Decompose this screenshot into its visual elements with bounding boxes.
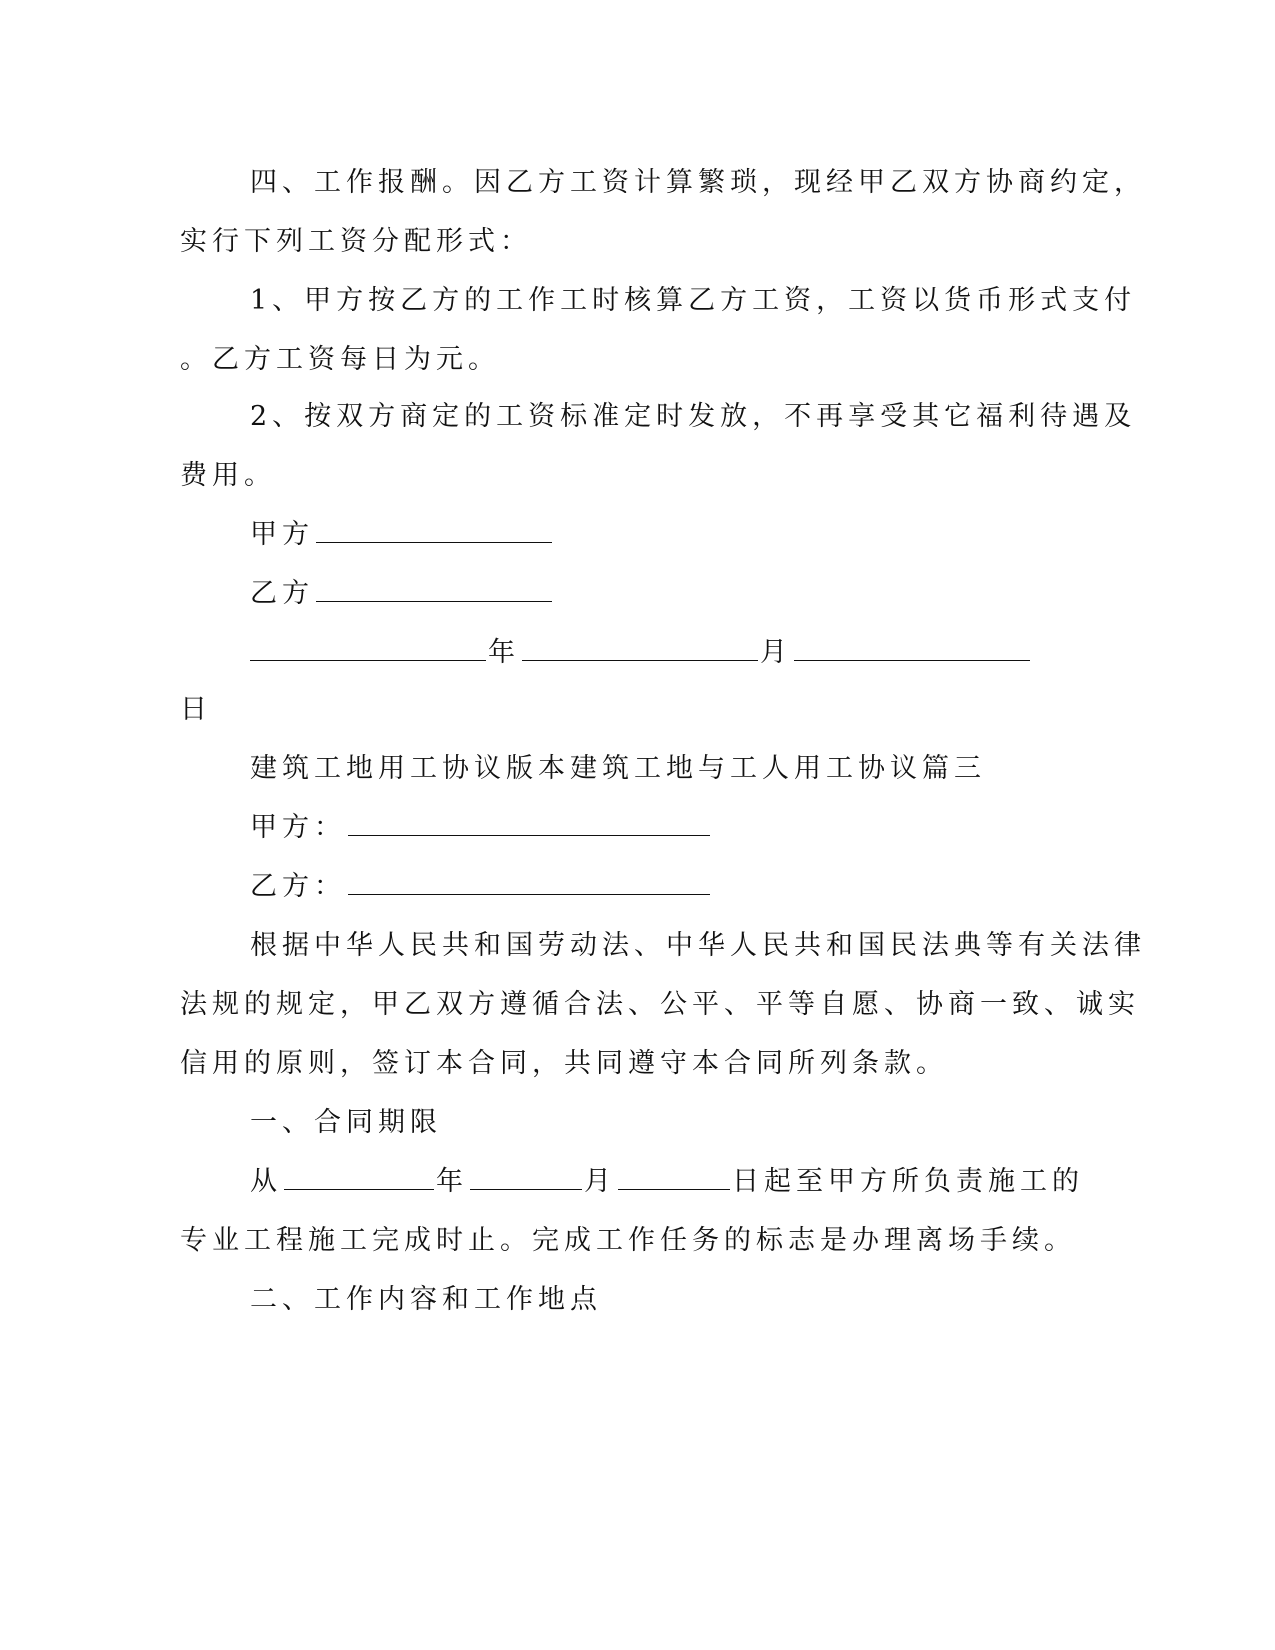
term-month-label: 月 [584, 1166, 616, 1197]
preamble-line2: 法规的规定，甲乙双方遵循合法、公平、平等自愿、协商一致、诚实 [180, 989, 1140, 1020]
date-month-label: 月 [760, 637, 792, 668]
date-month-blank [522, 638, 758, 661]
party-jia-label: 甲方： [250, 812, 346, 843]
term-year-label: 年 [436, 1166, 468, 1197]
signature-yi-row [250, 577, 554, 611]
signing-date-row [248, 636, 1032, 670]
term-from-label: 从 [250, 1166, 282, 1197]
term-line2: 专业工程施工完成时止。完成工作任务的标志是办理离场手续。 [180, 1225, 1076, 1256]
signature-jia-row [250, 518, 554, 552]
signature-yi-label: 乙方 [250, 578, 314, 609]
date-year-label: 年 [488, 637, 520, 668]
party-yi-blank [348, 872, 710, 895]
date-day-label: 日 [180, 694, 212, 725]
date-day-blank [794, 638, 1030, 661]
term-month-blank [470, 1167, 582, 1190]
party-jia-row [250, 811, 712, 845]
date-year-blank [250, 638, 486, 661]
clause-2-line2: 费用。 [180, 460, 276, 491]
term-line1 [250, 1165, 1084, 1199]
term-day-blank [618, 1167, 730, 1190]
signature-jia-label: 甲方 [250, 519, 314, 550]
section-heading-term: 一、合同期限 [250, 1107, 442, 1138]
clause-2-line1: 2、按双方商定的工资标准定时发放，不再享受其它福利待遇及 [250, 401, 1137, 432]
section-heading-work: 二、工作内容和工作地点 [250, 1284, 602, 1315]
term-year-blank [284, 1167, 434, 1190]
party-yi-label: 乙方： [250, 871, 346, 902]
clause-1-line2: 。乙方工资每日为元。 [180, 344, 500, 375]
party-jia-blank [348, 813, 710, 836]
term-rest-text: 日起至甲方所负责施工的 [732, 1166, 1084, 1197]
signature-yi-blank [316, 579, 552, 602]
document-title: 建筑工地用工协议版本建筑工地与工人用工协议篇三 [250, 753, 986, 784]
preamble-line3: 信用的原则，签订本合同，共同遵守本合同所列条款。 [180, 1048, 948, 1079]
paragraph-salary-line1: 四、工作报酬。因乙方工资计算繁琐，现经甲乙双方协商约定， [250, 167, 1146, 198]
signature-jia-blank [316, 520, 552, 543]
clause-1-line1: 1、甲方按乙方的工作工时核算乙方工资，工资以货币形式支付 [250, 285, 1137, 316]
preamble-line1: 根据中华人民共和国劳动法、中华人民共和国民法典等有关法律 [250, 930, 1146, 961]
paragraph-salary-line2: 实行下列工资分配形式： [180, 226, 532, 257]
party-yi-row [250, 870, 712, 904]
